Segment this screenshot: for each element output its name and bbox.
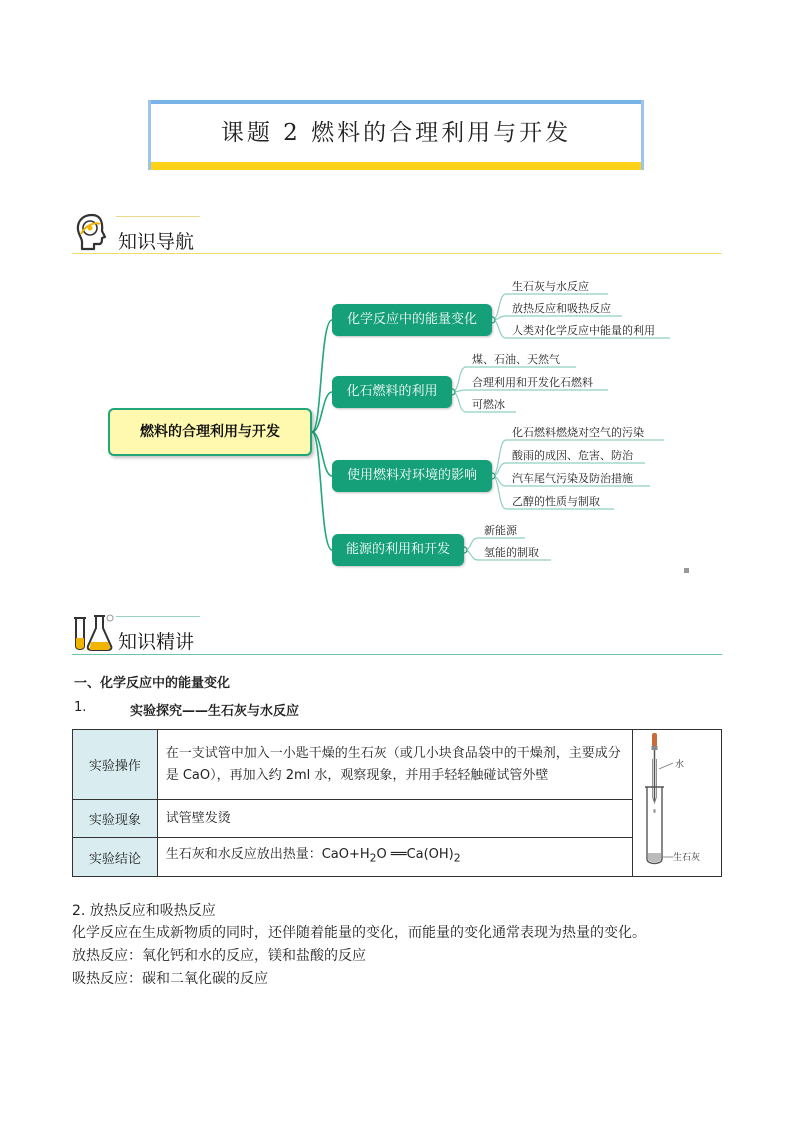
paragraph: 化学反应在生成新物质的同时，还伴随着能量的变化，而能量的变化通常表现为热量的变化。 (72, 925, 646, 941)
mindmap-leaf: 煤、石油、天然气 (472, 353, 560, 366)
mindmap-leaf: 可燃冰 (472, 398, 505, 411)
mindmap-leaf: 化石燃料燃烧对空气的污染 (512, 426, 644, 439)
mindmap-leaf: 汽车尾气污染及防治措施 (512, 472, 633, 485)
mindmap-leaf: 氢能的制取 (484, 546, 539, 559)
section-divider (116, 616, 200, 617)
equation-text: Ca(OH) (406, 847, 454, 863)
experiment-table (72, 729, 722, 877)
mindmap-branch-new-energy: 能源的利用和开发 (332, 534, 464, 566)
page-title: 课题 2 燃料的合理利用与开发 (220, 120, 572, 146)
test-tube-figure (632, 730, 721, 877)
equation-text: 生石灰和水反应放出热量：CaO+H (165, 847, 370, 863)
section-divider (72, 654, 722, 655)
mindmap-leaf: 人类对化学反应中能量的利用 (512, 324, 655, 337)
figure-label-water: 水 (674, 760, 684, 770)
part1-heading: 一、化学反应中的能量变化 (74, 676, 231, 691)
mindmap-branch-environment: 使用燃料对环境的影响 (332, 460, 492, 492)
mindmap-branch-energy: 化学反应中的能量变化 (332, 304, 492, 336)
equation-sub: 2 (369, 851, 377, 865)
row-content: 在一支试管中加入一小匙干燥的生石灰（或几小块食品袋中的干燥剂，主要成分是 CaO），再加入约 2ml 水，观察现象，并用手轻轻触碰试管外壁 (157, 730, 632, 800)
flask-icon (70, 612, 116, 656)
mindmap-leaf: 乙醇的性质与制取 (512, 495, 600, 508)
row-label: 实验现象 (73, 800, 158, 838)
equation-arrow: ══ (390, 847, 407, 863)
mindmap-leaf: 放热反应和吸热反应 (512, 302, 611, 315)
table-row (73, 800, 722, 838)
part2-heading: 2. 放热反应和吸热反应 (72, 903, 216, 919)
section-heading-navigation: 知识导航 (118, 231, 195, 253)
item-title: 实验探究——生石灰与水反应 (130, 704, 300, 719)
mindmap-leaf: 酸雨的成因、危害、防治 (512, 449, 633, 462)
paragraph: 放热反应：氧化钙和水的反应，镁和盐酸的反应 (72, 948, 366, 964)
section-heading-lecture: 知识精讲 (118, 631, 195, 653)
mindmap-leaf: 生石灰与水反应 (512, 280, 589, 293)
row-content: 试管壁发烫 (157, 800, 632, 838)
equation-sub: 2 (453, 851, 461, 865)
marker-dot (684, 568, 689, 573)
row-content-equation (157, 838, 632, 877)
row-label: 实验结论 (73, 838, 158, 877)
mindmap-root: 燃料的合理利用与开发 (108, 408, 312, 456)
table-row (73, 838, 722, 877)
mindmap-leaf: 新能源 (484, 524, 517, 537)
item-number: 1. (74, 700, 87, 715)
row-label: 实验操作 (73, 730, 158, 800)
equation-text: O (376, 847, 387, 863)
paragraph: 吸热反应：碳和二氧化碳的反应 (72, 971, 268, 987)
mindmap-branch-fossil: 化石燃料的利用 (332, 376, 452, 408)
table-row (73, 730, 722, 800)
figure-label-lime: 生石灰 (672, 853, 700, 863)
mindmap-leaf: 合理利用和开发化石燃料 (472, 376, 593, 389)
